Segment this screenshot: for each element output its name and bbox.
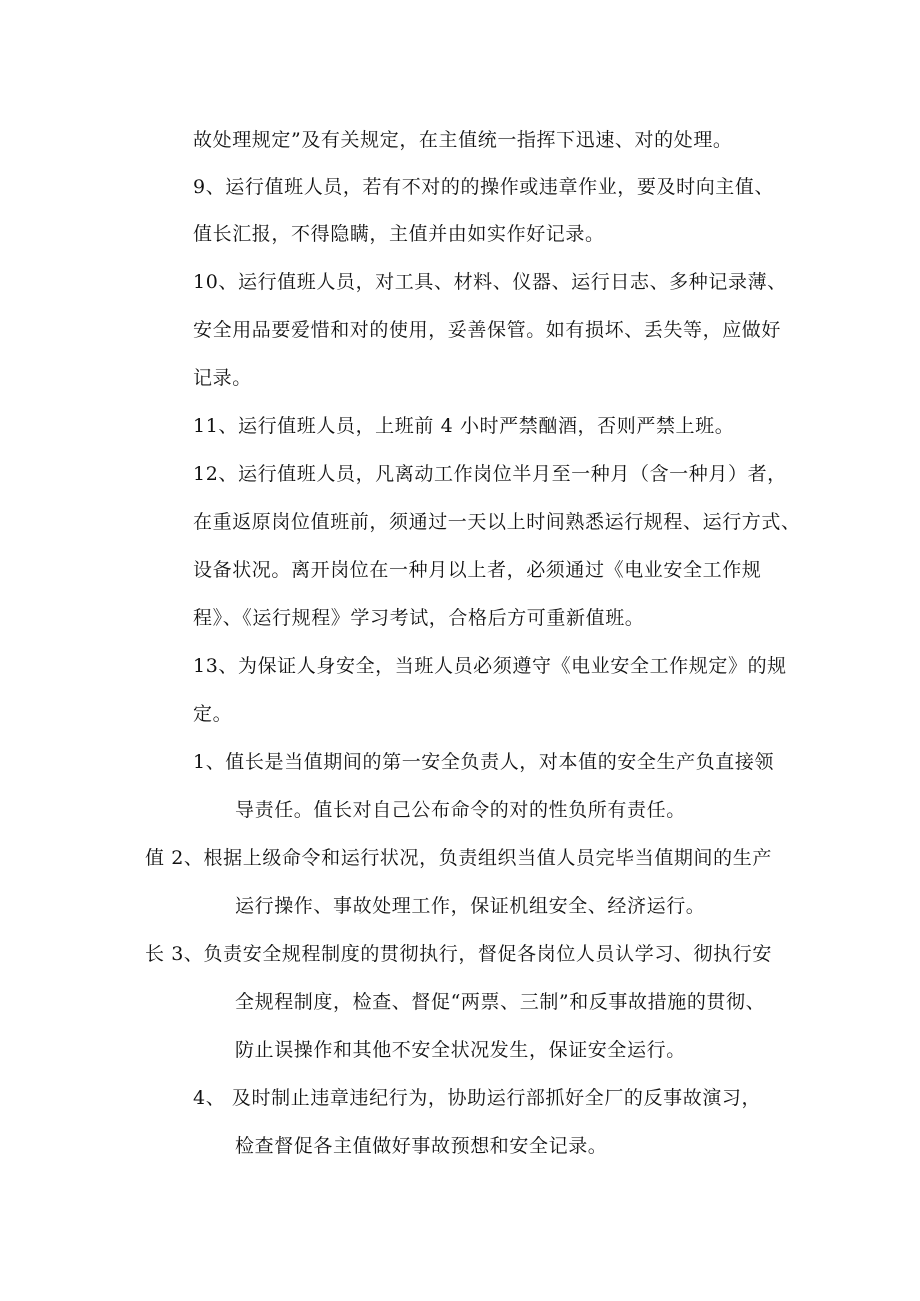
text-line: 导责任。值长对自己公布命令的对的性负所有责任。 xyxy=(235,799,686,821)
text-line: 1、值长是当值期间的第一安全负责人，对本值的安全生产负直接领 xyxy=(193,751,775,773)
text-line: 运行操作、事故处理工作，保证机组安全、经济运行。 xyxy=(235,895,706,917)
text-line: 安全用品要爱惜和对的使用，妥善保管。如有损坏、丢失等，应做好 xyxy=(193,319,782,341)
text-line: 12、运行值班人员，凡离动工作岗位半月至一种月（含一种月）者， xyxy=(193,463,787,485)
text-line: 10、运行值班人员，对工具、材料、仪器、运行日志、多种记录薄、 xyxy=(193,271,787,293)
text-line: 故处理规定”及有关规定，在主值统一指挥下迅速、对的处理。 xyxy=(193,129,733,151)
text-line: 长 3、负责安全规程制度的贯彻执行，督促各岗位人员认学习、彻执行安 xyxy=(145,943,772,965)
text-line: 值长汇报，不得隐瞒，主值并由如实作好记录。 xyxy=(193,223,605,245)
text-line: 11、运行值班人员，上班前 4 小时严禁酗酒，否则严禁上班。 xyxy=(193,415,735,437)
text-line: 检查督促各主值做好事故预想和安全记录。 xyxy=(235,1135,608,1157)
text-line: 设备状况。离开岗位在一种月以上者，必须通过《电业安全工作规 xyxy=(193,559,762,581)
text-line: 定。 xyxy=(193,703,233,725)
text-line: 防止误操作和其他不安全状况发生，保证安全运行。 xyxy=(235,1039,686,1061)
text-line: 4、 及时制止违章违纪行为，协助运行部抓好全厂的反事故演习， xyxy=(193,1087,762,1109)
text-line: 全规程制度，检查、督促“两票、三制”和反事故措施的贯彻、 xyxy=(235,991,766,1013)
text-line: 13、为保证人身安全，当班人员必须遵守《电业安全工作规定》的规 xyxy=(193,655,787,677)
text-line: 在重返原岗位值班前，须通过一天以上时间熟悉运行规程、运行方式、 xyxy=(193,511,801,533)
text-line: 值 2、根据上级命令和运行状况，负责组织当值人员完毕当值期间的生产 xyxy=(145,847,772,869)
text-line: 9、运行值班人员，若有不对的的操作或违章作业，要及时向主值、 xyxy=(193,176,775,198)
text-line: 记录。 xyxy=(193,367,252,389)
text-line: 程》、《运行规程》学习考试，合格后方可重新值班。 xyxy=(193,607,645,629)
